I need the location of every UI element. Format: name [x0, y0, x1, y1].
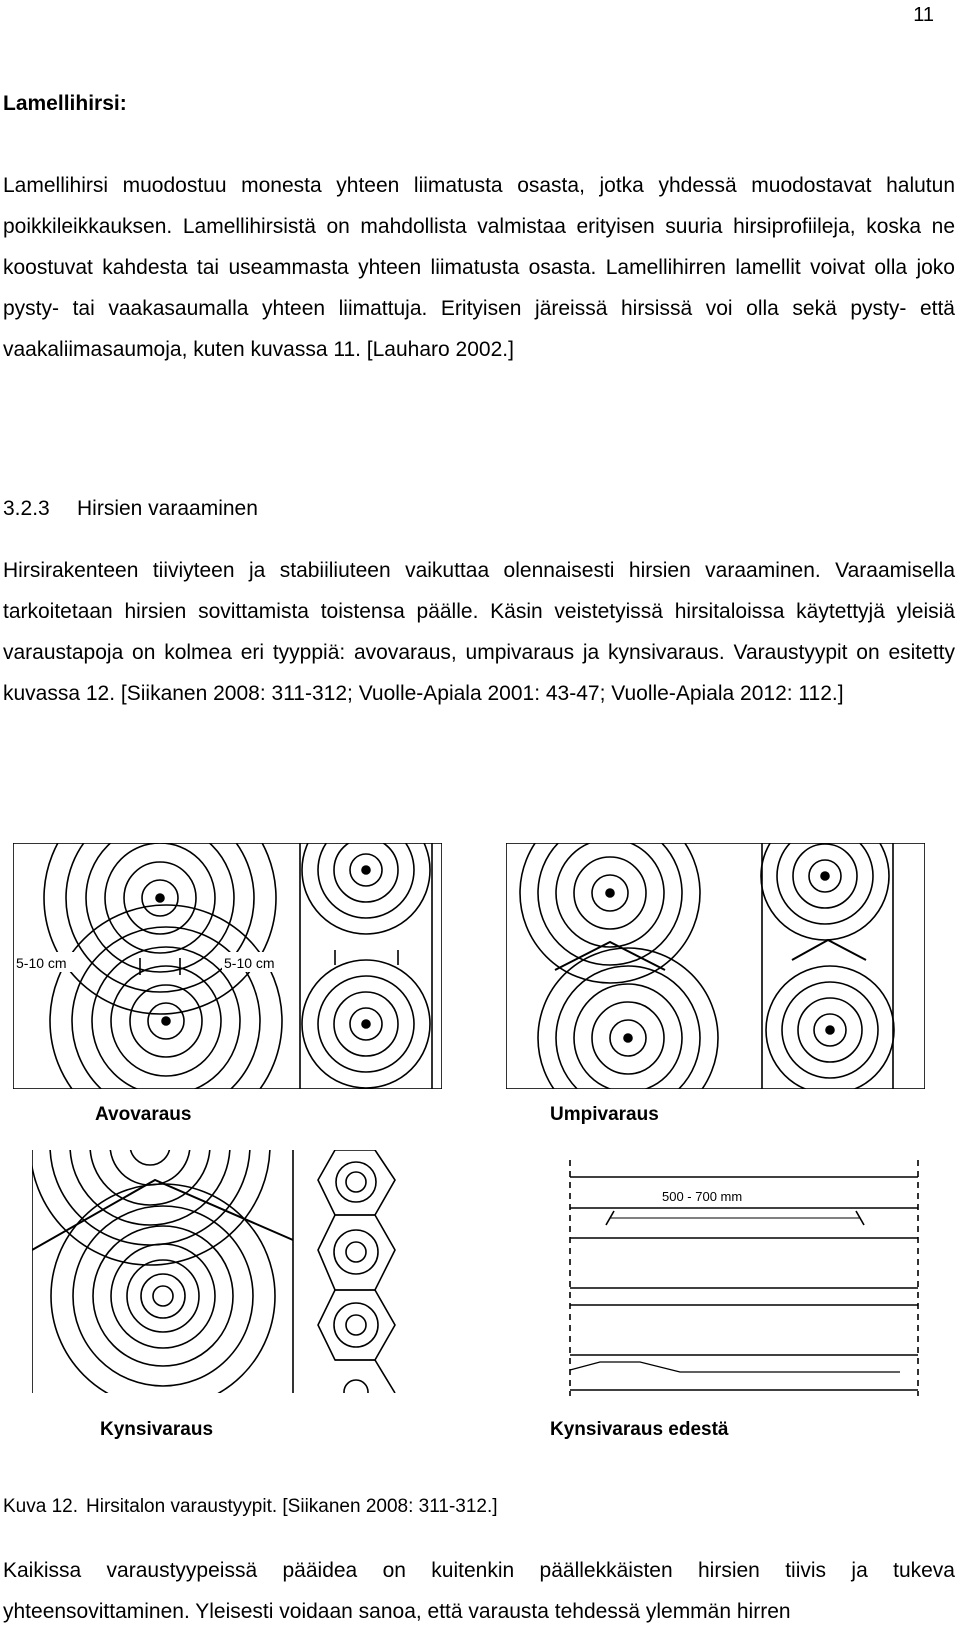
- log-umpi-right-top: [761, 812, 889, 940]
- section-heading: Lamellihirsi:: [3, 92, 127, 115]
- dimension-label-mid: 5-10 cm: [224, 955, 275, 971]
- log-right-bottom: [302, 960, 430, 1088]
- paragraph-varaustyypit: Kaikissa varaustyypeissä pääidea on kuitenkin päällekkäisten hirsien tiivis ja tukeva yhteensovittaminen. Yleisesti voidaan sanoa, että varausta tehdessä ylemmän hirren: [3, 1559, 955, 1623]
- label-umpivaraus: Umpivaraus: [550, 1104, 659, 1125]
- label-kynsivaraus: Kynsivaraus: [100, 1419, 214, 1440]
- kynsivaraus-edesta-drawing: [570, 1160, 918, 1396]
- figure-caption: [3, 1496, 498, 1518]
- log-umpi-left-bottom: [538, 948, 718, 1128]
- label-avovaraus: Avovaraus: [95, 1104, 192, 1125]
- subsection-title: Hirsien varaaminen: [77, 497, 258, 520]
- dimension-label-left: 5-10 cm: [16, 955, 67, 971]
- caption-number: Kuva 12.: [3, 1496, 78, 1517]
- log-kynsi-left-top: [30, 1025, 270, 1265]
- page-number: 11: [913, 4, 934, 26]
- log-kynsi-right-stack: [318, 1150, 395, 1404]
- paragraph-lamellihirsi: Lamellihirsi muodostuu monesta yhteen liimatusta osasta, jotka yhdessä muodostavat halutun poikkileikkauksen. Lamellihirsistä on mahdollista valmistaa erityisen suuria hirsiprofiileja, koska ne koostuvat kahdesta tai useammasta yhteen liimatusta osasta. Lamellihirren lamellit voivat olla joko pysty- tai vaakasaumalla yhteen liimattuja. Erityisen järeissä hirsissä voi olla sekä pysty- että vaakaliimasaumoja, kuten kuvassa 11. [Lauharo 2002.]: [3, 174, 955, 361]
- umpivaraus-drawing: [506, 803, 925, 1128]
- log-umpi-left-top: [520, 803, 700, 983]
- log-right-top: [302, 806, 430, 934]
- log-left-bottom: [50, 905, 282, 1137]
- paragraph-varaaminen: Hirsirakenteen tiiviyteen ja stabiiliuteen vaikuttaa olennaisesti hirsien varaaminen. Varaamisella tarkoitetaan hirsien sovittamista toistensa päälle. Käsin veistetyissä hirsitaloissa käytettyjä yleisiä varaustapoja on kolmea eri tyyppiä: avovaraus, umpivaraus ja kynsivaraus. Varaustyypit on esitetty kuvassa 12. [Siikanen 2008: 311-312; Vuolle-Apiala 2001: 43-47; Vuolle-Apiala 2012: 112.]: [3, 559, 955, 705]
- label-kynsivaraus-edesta: Kynsivaraus edestä: [550, 1419, 729, 1440]
- subsection-number: 3.2.3: [3, 497, 50, 520]
- log-umpi-right-bottom: [766, 966, 894, 1094]
- caption-text: Hirsitalon varaustyypit. [Siikanen 2008: 311-312.]: [86, 1496, 498, 1517]
- dimension-label-top: 500 - 700 mm: [662, 1189, 743, 1204]
- log-left-top: [44, 782, 276, 1014]
